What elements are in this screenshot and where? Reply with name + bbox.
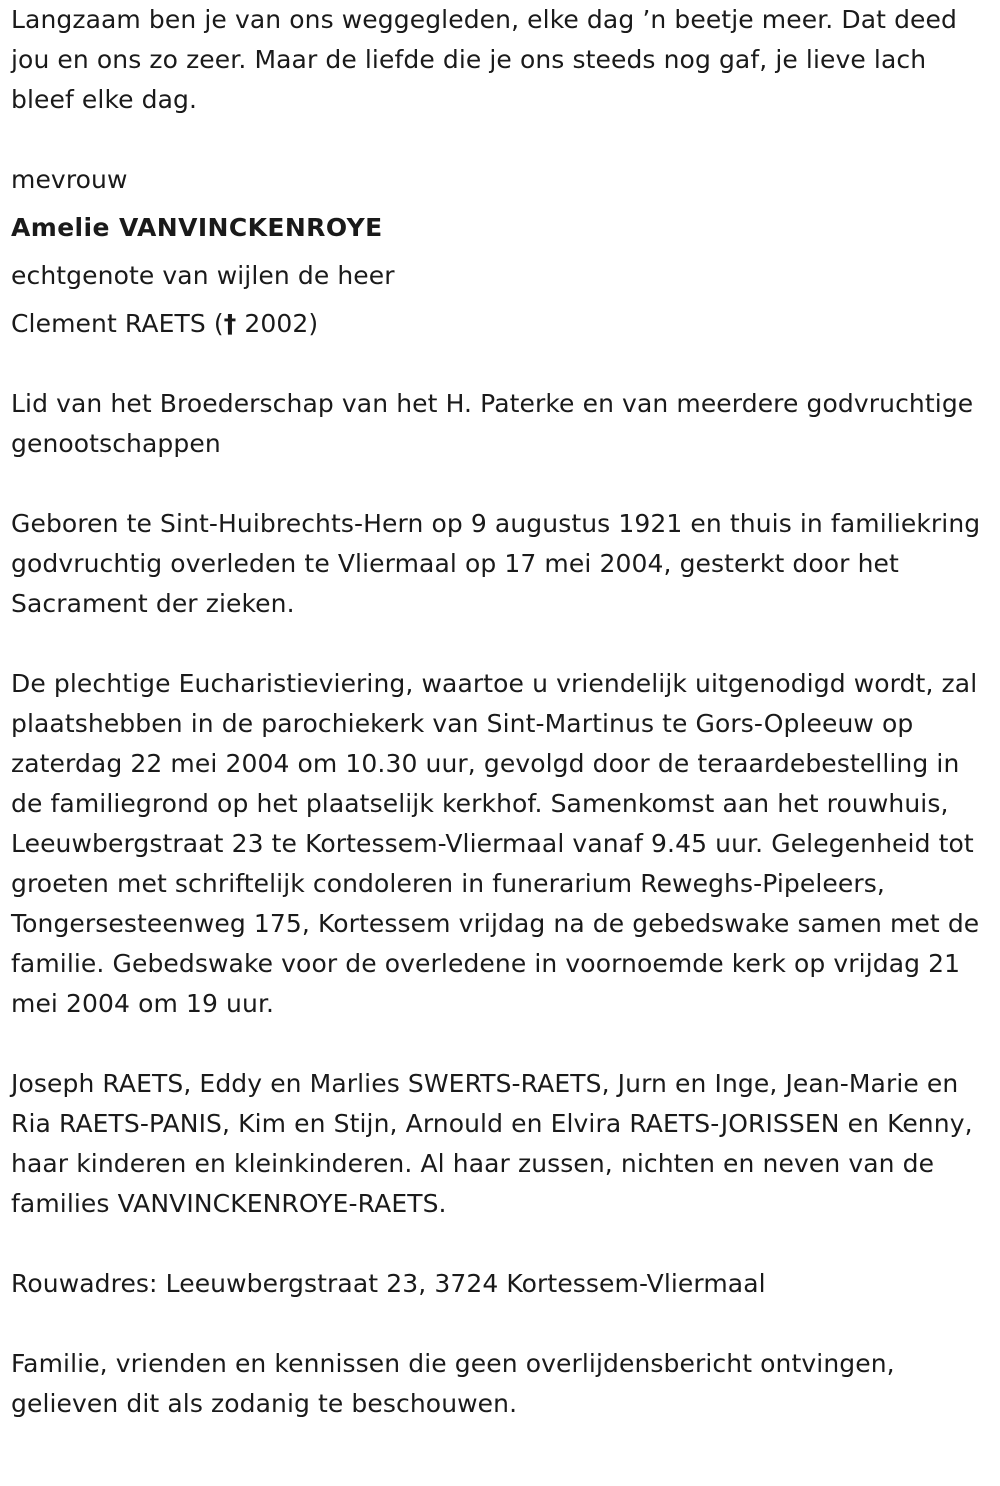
spacer: [11, 120, 989, 160]
birth-death-paragraph: Geboren te Sint-Huibrechts-Hern op 9 augustus 1921 en thuis in familiekring godvruchtig overleden te Vliermaal op 17 mei 2004, gesterkt door het Sacrament der zieken.: [11, 509, 981, 618]
spacer: [11, 464, 989, 504]
spouse-year: 2002): [236, 309, 319, 338]
notice-paragraph: Familie, vrienden en kennissen die geen overlijdensbericht ontvingen, gelieven dit als zodanig te beschouwen.: [11, 1349, 895, 1418]
intro-paragraph: Langzaam ben je van ons weggegleden, elke dag ’n beetje meer. Dat deed jou en ons zo zeer. Maar de liefde die je ons steeds nog gaf, je lieve lach bleef elke dag.: [11, 5, 957, 114]
deceased-name: Amelie VANVINCKENROYE: [11, 213, 383, 242]
spacer: [11, 1224, 989, 1264]
address-paragraph: Rouwadres: Leeuwbergstraat 23, 3724 Kortessem-Vliermaal: [11, 1269, 766, 1298]
spouse-name: Clement RAETS (: [11, 309, 224, 338]
spouse-line: [11, 304, 989, 344]
spacer: [11, 248, 989, 256]
membership-paragraph: Lid van het Broederschap van het H. Paterke en van meerdere godvruchtige genootschappen: [11, 389, 974, 458]
ceremony-paragraph: De plechtige Eucharistieviering, waartoe u vriendelijk uitgenodigd wordt, zal plaatshebben in de parochiekerk van Sint-Martinus te Gors-Opleeuw op zaterdag 22 mei 2004 om 10.30 uur, gevolgd door de teraardebestelling in de familiegrond op het plaatselijk kerkhof. Samenkomst aan het rouwhuis, Leeuwbergstraat 23 te Kortessem-Vliermaal vanaf 9.45 uur. Gelegenheid tot groeten met schriftelijk condoleren in funerarium Reweghs-Pipeleers, Tongersesteenweg 175, Kortessem vrijdag na de gebedswake samen met de familie. Gebedswake voor de overledene in voornoemde kerk op vrijdag 21 mei 2004 om 19 uur.: [11, 669, 980, 1018]
deceased-title: mevrouw: [11, 165, 128, 194]
cross-icon: †: [223, 309, 237, 338]
spacer: [11, 296, 989, 304]
spacer: [11, 344, 989, 384]
deceased-relation: echtgenote van wijlen de heer: [11, 261, 395, 290]
spacer: [11, 624, 989, 664]
spacer: [11, 1304, 989, 1344]
spacer: [11, 1024, 989, 1064]
family-paragraph: Joseph RAETS, Eddy en Marlies SWERTS-RAETS, Jurn en Inge, Jean-Marie en Ria RAETS-PANIS, Kim en Stijn, Arnould en Elvira RAETS-JORISSEN en Kenny, haar kinderen en kleinkinderen. Al haar zussen, nichten en neven van de families VANVINCKENROYE-RAETS.: [11, 1069, 973, 1218]
spacer: [11, 200, 989, 208]
